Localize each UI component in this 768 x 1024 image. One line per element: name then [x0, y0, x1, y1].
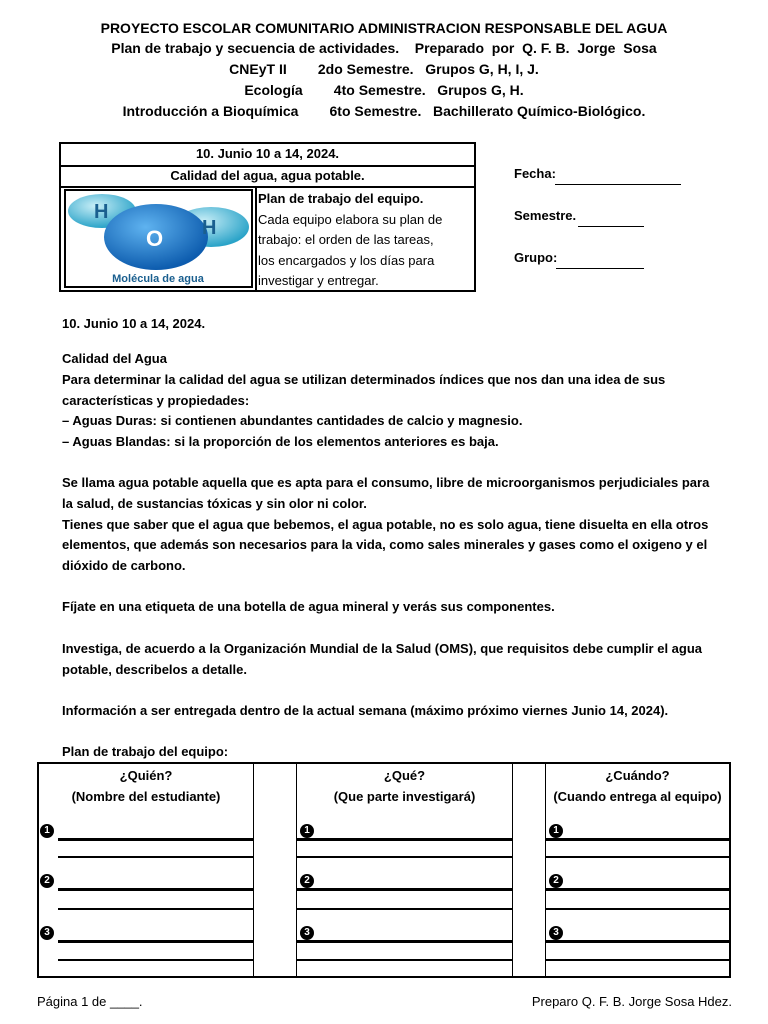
title-line-4: Ecología 4to Semestre. Grupos G, H. — [244, 82, 524, 98]
p4-line: Investiga, de acuerdo a la Organización Mundial de la Salud (OMS), que requisitos debe cumplir el agua — [62, 641, 703, 656]
plan-description — [258, 189, 474, 292]
plan-label: Plan de trabajo del equipo: — [62, 744, 229, 759]
title-line-5: Introducción a Bioquímica 6to Semestre. Bachillerato Químico-Biológico. — [122, 103, 646, 119]
grupo-label: Grupo: — [514, 250, 558, 265]
semestre-label: Semestre. — [514, 208, 577, 223]
row-number-badge: 1 — [40, 824, 54, 838]
que-field-2[interactable] — [297, 888, 512, 891]
cuando-field-3[interactable] — [546, 940, 729, 943]
p5-line: Información a ser entregada dentro de la actual semana (máximo próximo viernes Junio 14, 2024). — [62, 703, 669, 718]
fecha-label: Fecha: — [514, 166, 556, 181]
p2-line: la salud, de sustancias tóxicas y sin olor ni color. — [62, 495, 367, 511]
row-number-badge: 2 — [40, 874, 54, 888]
calidad-section — [62, 349, 732, 453]
section-title: Calidad del Agua — [62, 351, 167, 366]
que-field-1[interactable] — [297, 838, 512, 841]
plan-line: investigar y entregar. — [258, 273, 379, 289]
col-que-header: ¿Qué? (Que parte investigará) — [333, 768, 476, 804]
p2-line: dióxido de carbono. — [62, 558, 186, 574]
potable-paragraph — [62, 473, 732, 577]
row-number-badge: 1 — [300, 824, 314, 838]
quien-field-1[interactable] — [58, 838, 254, 841]
col-quien-header: ¿Quién? (Nombre del estudiante) — [71, 768, 221, 804]
title-line-1: PROYECTO ESCOLAR COMUNITARIO ADMINISTRACION RESPONSABLE DEL AGUA — [100, 20, 668, 36]
row-number-badge: 2 — [300, 874, 314, 888]
oms-paragraph — [62, 639, 732, 681]
p4-line: potable, describelos a detalle. — [62, 661, 247, 677]
plan-line: Cada equipo elabora su plan de — [258, 211, 443, 227]
col-cuando-header: ¿Cuándo? (Cuando entrega al equipo) — [553, 768, 722, 804]
info-topic-row: Calidad del agua, agua potable. — [170, 168, 365, 183]
quien-field-2[interactable] — [58, 888, 254, 891]
p2-line: Tienes que saber que el agua que bebemos, el agua potable, no es solo agua, tiene disuelta en ella otros — [62, 516, 709, 532]
row-number-badge: 3 — [300, 926, 314, 940]
p3-line: Fíjate en una etiqueta de una botella de agua mineral y verás sus componentes. — [62, 599, 555, 614]
p2-line: Se llama agua potable aquella que es apta para el consumo, libre de microorganismos perjudiciales para — [62, 475, 710, 490]
p1-line: características y propiedades: — [62, 392, 250, 408]
atom-o: O — [146, 226, 164, 251]
title-line-2: Plan de trabajo y secuencia de actividades. Preparado por Q. F. B. Jorge Sosa — [111, 40, 657, 56]
grupo-field[interactable] — [556, 268, 644, 269]
molecule-caption: Molécula de agua — [112, 273, 204, 285]
info-box — [59, 142, 476, 292]
footer-author: Preparo Q. F. B. Jorge Sosa Hdez. — [531, 994, 732, 1009]
row-number-badge: 2 — [549, 874, 563, 888]
molecule-image — [64, 189, 253, 288]
atom-h-left: H — [94, 201, 109, 223]
p2-line: elementos, que además son necesarios para la vida, como sales minerales y gases como el oxigeno y el — [62, 537, 708, 553]
plan-title: Plan de trabajo del equipo. — [258, 191, 424, 206]
fecha-field[interactable] — [555, 184, 681, 185]
info-date-row: 10. Junio 10 a 14, 2024. — [195, 146, 340, 161]
body-date: 10. Junio 10 a 14, 2024. — [62, 316, 206, 331]
quien-field-3[interactable] — [58, 940, 254, 943]
cuando-field-2[interactable] — [546, 888, 729, 891]
footer-page-number: Página 1 de ____. — [37, 994, 143, 1009]
que-field-3[interactable] — [297, 940, 512, 943]
row-number-badge: 1 — [549, 824, 563, 838]
plan-line: trabajo: el orden de las tareas, — [258, 232, 434, 248]
row-number-badge: 3 — [549, 926, 563, 940]
atom-h-right: H — [202, 217, 217, 239]
p1-line: Para determinar la calidad del agua se utilizan determinados índices que nos dan una idea de sus — [62, 371, 666, 387]
row-number-badge: 3 — [40, 926, 54, 940]
plan-line: los encargados y los días para — [258, 252, 435, 268]
cuando-field-1[interactable] — [546, 838, 729, 841]
p1-line: – Aguas Duras: si contienen abundantes cantidades de calcio y magnesio. — [62, 413, 523, 429]
team-plan-table — [37, 762, 731, 978]
p1-line: – Aguas Blandas: si la proporción de los elementos anteriores es baja. — [62, 434, 499, 450]
title-line-3: CNEyT II 2do Semestre. Grupos G, H, I, J. — [229, 61, 539, 77]
semestre-field[interactable] — [578, 226, 644, 227]
